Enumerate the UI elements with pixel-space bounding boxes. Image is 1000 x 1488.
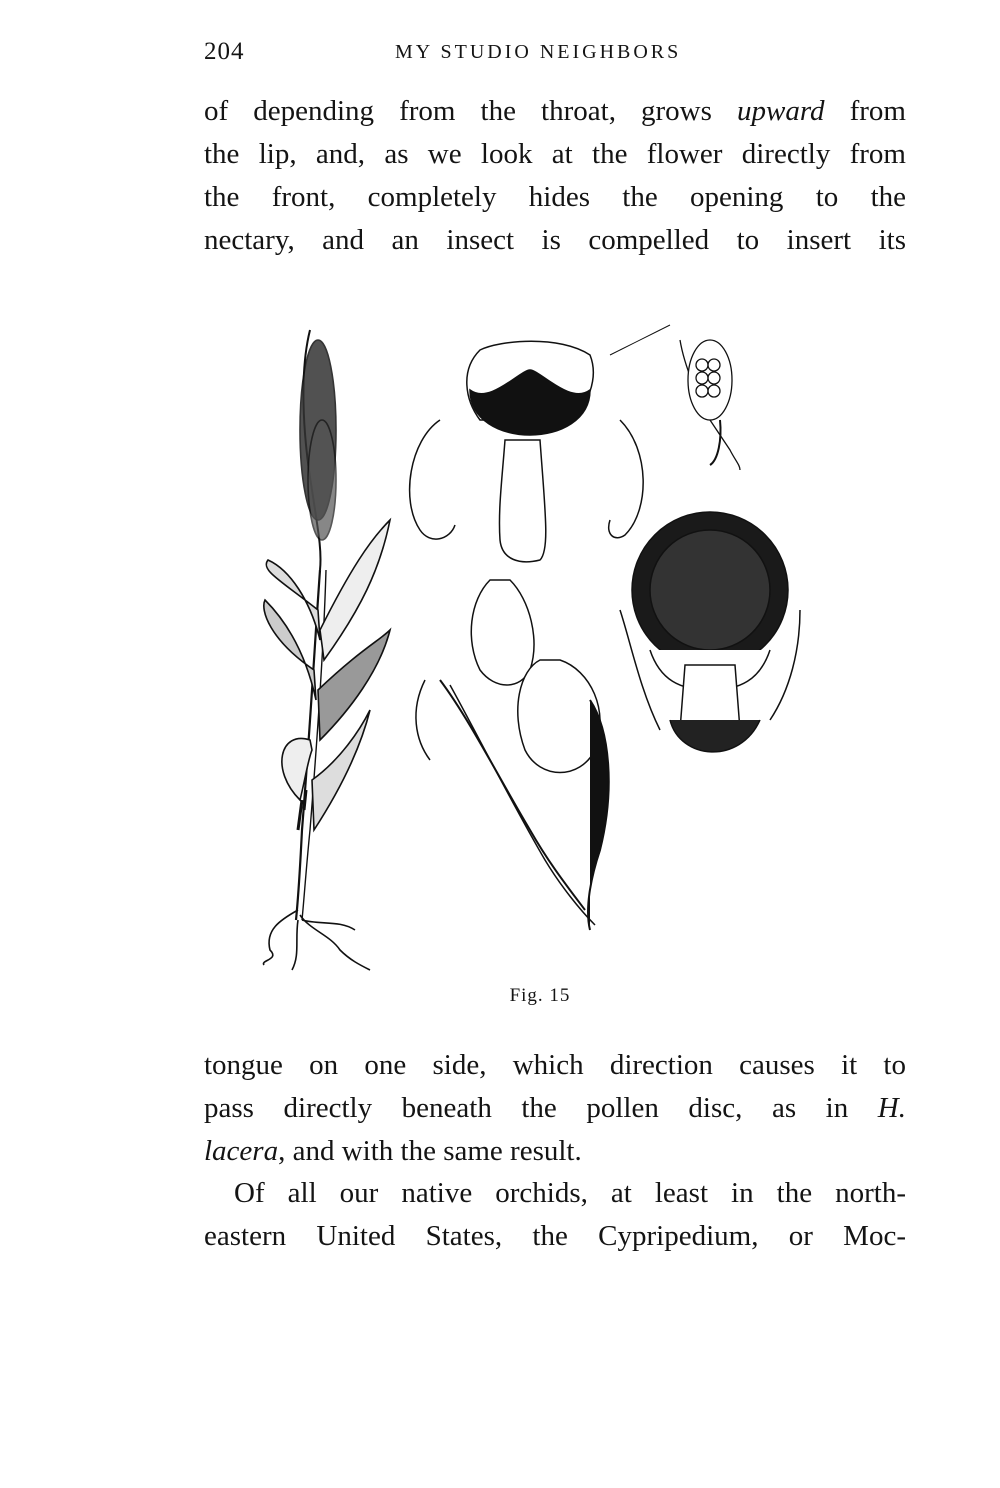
text-line: lacera, and with the same result. xyxy=(204,1135,582,1167)
text-line: tongue on one side, which direction causes it to xyxy=(204,1049,906,1081)
running-title: MY STUDIO NEIGHBORS xyxy=(395,41,682,63)
text-line: the lip, and, as we look at the flower directly from xyxy=(204,138,906,170)
text-line: pass directly beneath the pollen disc, as in H. xyxy=(204,1092,906,1124)
emphasis-upward: upward xyxy=(736,95,825,127)
page-number: 204 xyxy=(204,38,245,65)
text-line: eastern United States, the Cypripedium, or Moc- xyxy=(204,1220,906,1252)
text-line: Of all our native orchids, at least in the north- xyxy=(234,1177,906,1209)
plant-drawing xyxy=(263,330,390,970)
orchid-illustration xyxy=(240,310,840,980)
text-line: of depending from the throat, grows upward from xyxy=(204,95,906,127)
emphasis-species: H. xyxy=(877,1092,906,1124)
paragraph-top xyxy=(204,90,906,262)
emphasis-species: lacera xyxy=(204,1135,279,1167)
text-line: the front, completely hides the opening to the xyxy=(204,181,906,213)
text-line: nectary, and an insect is compelled to insert its xyxy=(204,224,906,256)
flower-front-view xyxy=(410,341,644,562)
paragraph-last xyxy=(204,1172,906,1258)
flower-head-dark xyxy=(620,512,800,752)
flower-side-view xyxy=(416,580,609,930)
figure-caption: Fig. 15 xyxy=(509,985,571,1006)
paragraph-after-figure xyxy=(204,1044,906,1173)
